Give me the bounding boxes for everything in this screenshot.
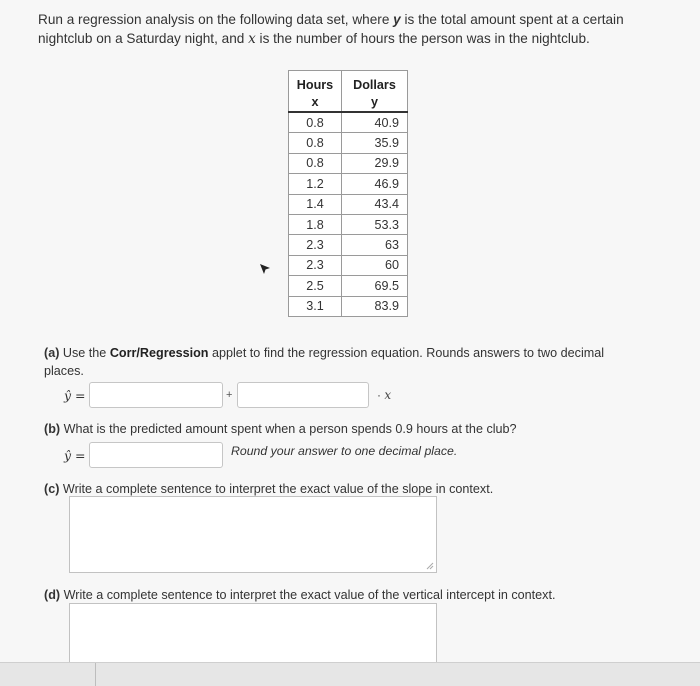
col-header-hours: Hours (289, 71, 342, 93)
bottom-bar-divider (95, 663, 96, 686)
intro-text-1: Run a regression analysis on the following data set, where (38, 12, 394, 27)
slope-input[interactable] (237, 382, 369, 408)
x-variable: x (248, 31, 256, 47)
rounding-note: Round your answer to one decimal place. (231, 444, 458, 458)
part-b-label: (b) (44, 422, 61, 436)
part-a-text-2: applet to find the regression equation. Rounds answers to two decimal places. (44, 346, 605, 378)
dollars-cell: 43.4 (342, 194, 408, 214)
resize-grip-icon[interactable] (426, 562, 434, 570)
plus-sign: + (226, 389, 233, 401)
hours-cell: 3.1 (289, 296, 342, 316)
part-d-text: Write a complete sentence to interpret the exact value of the vertical intercept in context. (60, 588, 556, 602)
table-row (289, 276, 408, 296)
table-row (289, 153, 408, 173)
part-b-question (44, 420, 644, 438)
table-row (289, 194, 408, 214)
intro-text-3: is the number of hours the person was in the nightclub. (255, 31, 590, 46)
applet-name: Corr/Regression (109, 346, 209, 360)
slope-interpretation-textarea[interactable] (69, 496, 437, 573)
col-subheader-y: y (342, 92, 408, 112)
part-b-text: What is the predicted amount spent when a person spends 0.9 hours at the club? (60, 422, 517, 436)
intro-text-2: is the total amount spent at a certain nightclub on a Saturday night, and (38, 12, 624, 46)
table-row (289, 214, 408, 234)
dollars-cell: 53.3 (342, 214, 408, 234)
dollars-cell: 63 (342, 235, 408, 255)
dollars-cell: 83.9 (342, 296, 408, 316)
table-row (289, 112, 408, 133)
hours-cell: 0.8 (289, 153, 342, 173)
times-x-label (377, 388, 391, 402)
part-d-label: (d) (44, 588, 61, 602)
data-table (288, 70, 408, 317)
table-row (289, 296, 408, 316)
hours-cell: 1.4 (289, 194, 342, 214)
dollars-cell: 60 (342, 255, 408, 275)
part-c-label: (c) (44, 482, 60, 496)
problem-statement (38, 10, 658, 49)
col-header-dollars: Dollars (342, 71, 408, 93)
bottom-bar (0, 662, 700, 686)
table-row (289, 235, 408, 255)
hours-cell: 0.8 (289, 133, 342, 153)
hours-cell: 1.8 (289, 214, 342, 234)
times-dot: · (377, 388, 381, 402)
dollars-cell: 40.9 (342, 112, 408, 133)
part-a-text-1: Use the (59, 346, 110, 360)
part-c-text: Write a complete sentence to interpret the exact value of the slope in context. (59, 482, 494, 496)
dollars-cell: 29.9 (342, 153, 408, 173)
table-body (289, 112, 408, 316)
intercept-input[interactable] (89, 382, 223, 408)
part-a-yhat-label: ŷ = (64, 388, 86, 403)
col-subheader-x: x (289, 92, 342, 112)
hours-cell: 2.3 (289, 235, 342, 255)
hours-cell: 2.3 (289, 255, 342, 275)
mouse-cursor-icon (259, 263, 271, 275)
part-d-question (44, 586, 644, 604)
table-row (289, 174, 408, 194)
table-row (289, 133, 408, 153)
hours-cell: 1.2 (289, 174, 342, 194)
part-b-yhat-label: ŷ = (64, 448, 86, 463)
table-row (289, 255, 408, 275)
dollars-cell: 69.5 (342, 276, 408, 296)
predicted-amount-input[interactable] (89, 442, 223, 468)
dollars-cell: 46.9 (342, 174, 408, 194)
hours-cell: 0.8 (289, 112, 342, 133)
hours-cell: 2.5 (289, 276, 342, 296)
times-x-var: x (384, 388, 392, 402)
part-a-label: (a) (44, 346, 60, 360)
y-variable: y (393, 12, 401, 27)
part-a-question (44, 344, 644, 380)
dollars-cell: 35.9 (342, 133, 408, 153)
